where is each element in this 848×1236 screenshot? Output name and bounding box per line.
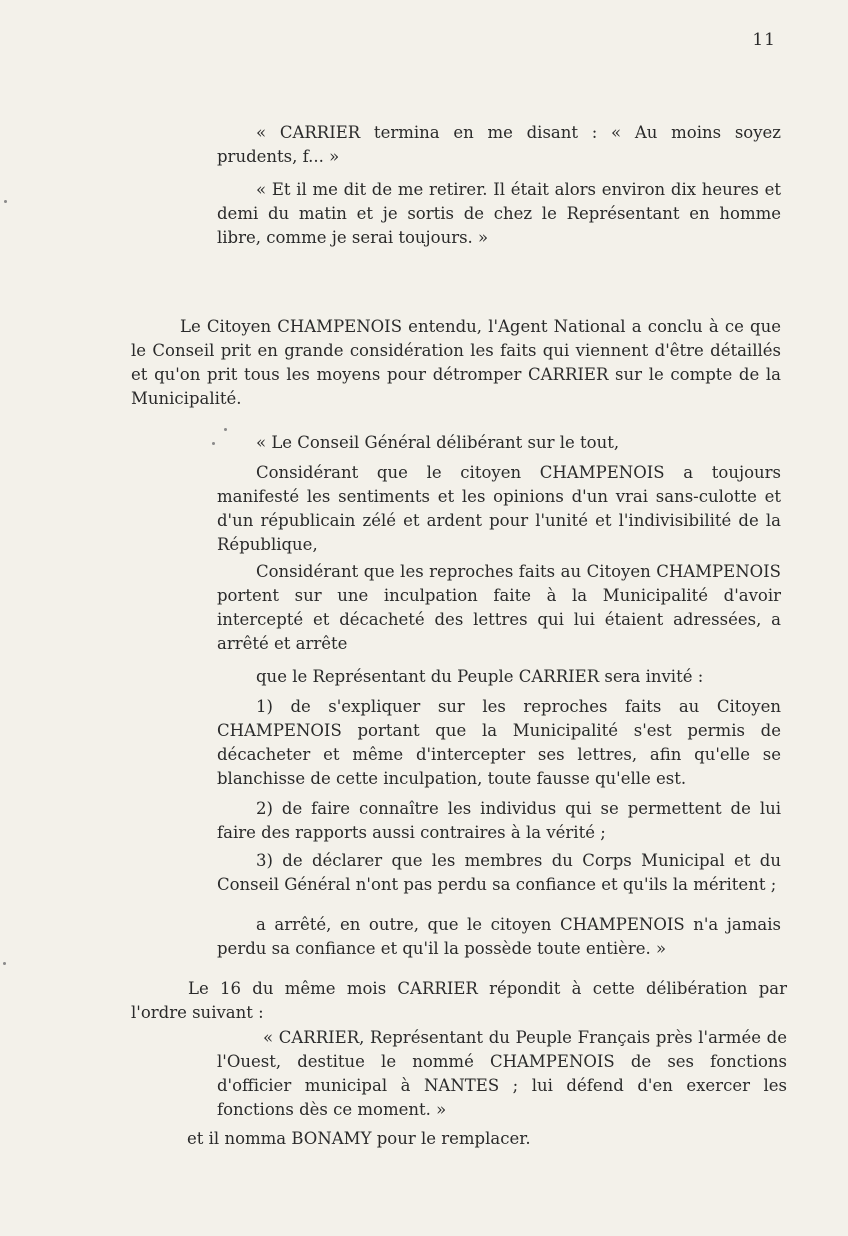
body-paragraph: Le 16 du même mois CARRIER répondit à cette délibération par l'ordre suivant : bbox=[131, 978, 787, 1022]
considerant-paragraph: Considérant que le citoyen CHAMPENOIS a toujours manifesté les sentiments et les opinions d'un vrai sans-culotte et d'un républicain zélé et ardent pour l'unité et l'indivisibilité de la République, bbox=[217, 462, 781, 554]
decision-item: 2) de faire connaître les individus qui se permettent de lui faire des rapports aussi contraires à la vérité ; bbox=[217, 798, 781, 842]
considerant-paragraph: Considérant que les reproches faits au Citoyen CHAMPENOIS portent sur une inculpation faite à la Municipalité d'avoir intercepté et décacheté des lettres qui lui étaient adressées, a arrêté et arrête bbox=[217, 561, 781, 653]
page-number: 11 bbox=[752, 30, 776, 50]
decision-paragraph: a arrêté, en outre, que le citoyen CHAMPENOIS n'a jamais perdu sa confiance et qu'il la possède toute entière. » bbox=[217, 914, 781, 958]
decision-paragraph: que le Représentant du Peuple CARRIER sera invité : bbox=[256, 666, 704, 686]
body-paragraph: Le Citoyen CHAMPENOIS entendu, l'Agent National a conclu à ce que le Conseil prit en grande considération les faits qui viennent d'être détaillés et qu'on prit tous les moyens pour détromper CARRIER sur le compte de la Municipalité. bbox=[131, 316, 781, 408]
paper-speck bbox=[3, 962, 6, 965]
body-paragraph: et il nomma BONAMY pour le remplacer. bbox=[187, 1128, 531, 1148]
paper-speck bbox=[212, 442, 215, 445]
deliberation-opening: « Le Conseil Général délibérant sur le tout, bbox=[256, 432, 620, 452]
order-quote-paragraph: « CARRIER, Représentant du Peuple Français près l'armée de l'Ouest, destitue le nommé CHAMPENOIS de ses fonctions d'officier municipal à NANTES ; lui défend d'en exercer les fonctions dès ce moment. » bbox=[217, 1027, 787, 1119]
paper-speck bbox=[224, 428, 227, 431]
quote-paragraph: « CARRIER termina en me disant : « Au moins soyez prudents, f... » bbox=[217, 122, 781, 166]
decision-item: 1) de s'expliquer sur les reproches faits au Citoyen CHAMPENOIS portant que la Municipalité s'est permis de décacheter et même d'intercepter ses lettres, afin qu'elle se blanchisse de cette inculpation, toute fausse qu'elle est. bbox=[217, 696, 781, 788]
decision-item: 3) de déclarer que les membres du Corps Municipal et du Conseil Général n'ont pas perdu sa confiance et qu'ils la méritent ; bbox=[217, 850, 781, 894]
paper-speck bbox=[4, 200, 7, 203]
quote-paragraph: « Et il me dit de me retirer. Il était alors environ dix heures et demi du matin et je sortis de chez le Représentant en homme libre, comme je serai toujours. » bbox=[217, 179, 781, 247]
